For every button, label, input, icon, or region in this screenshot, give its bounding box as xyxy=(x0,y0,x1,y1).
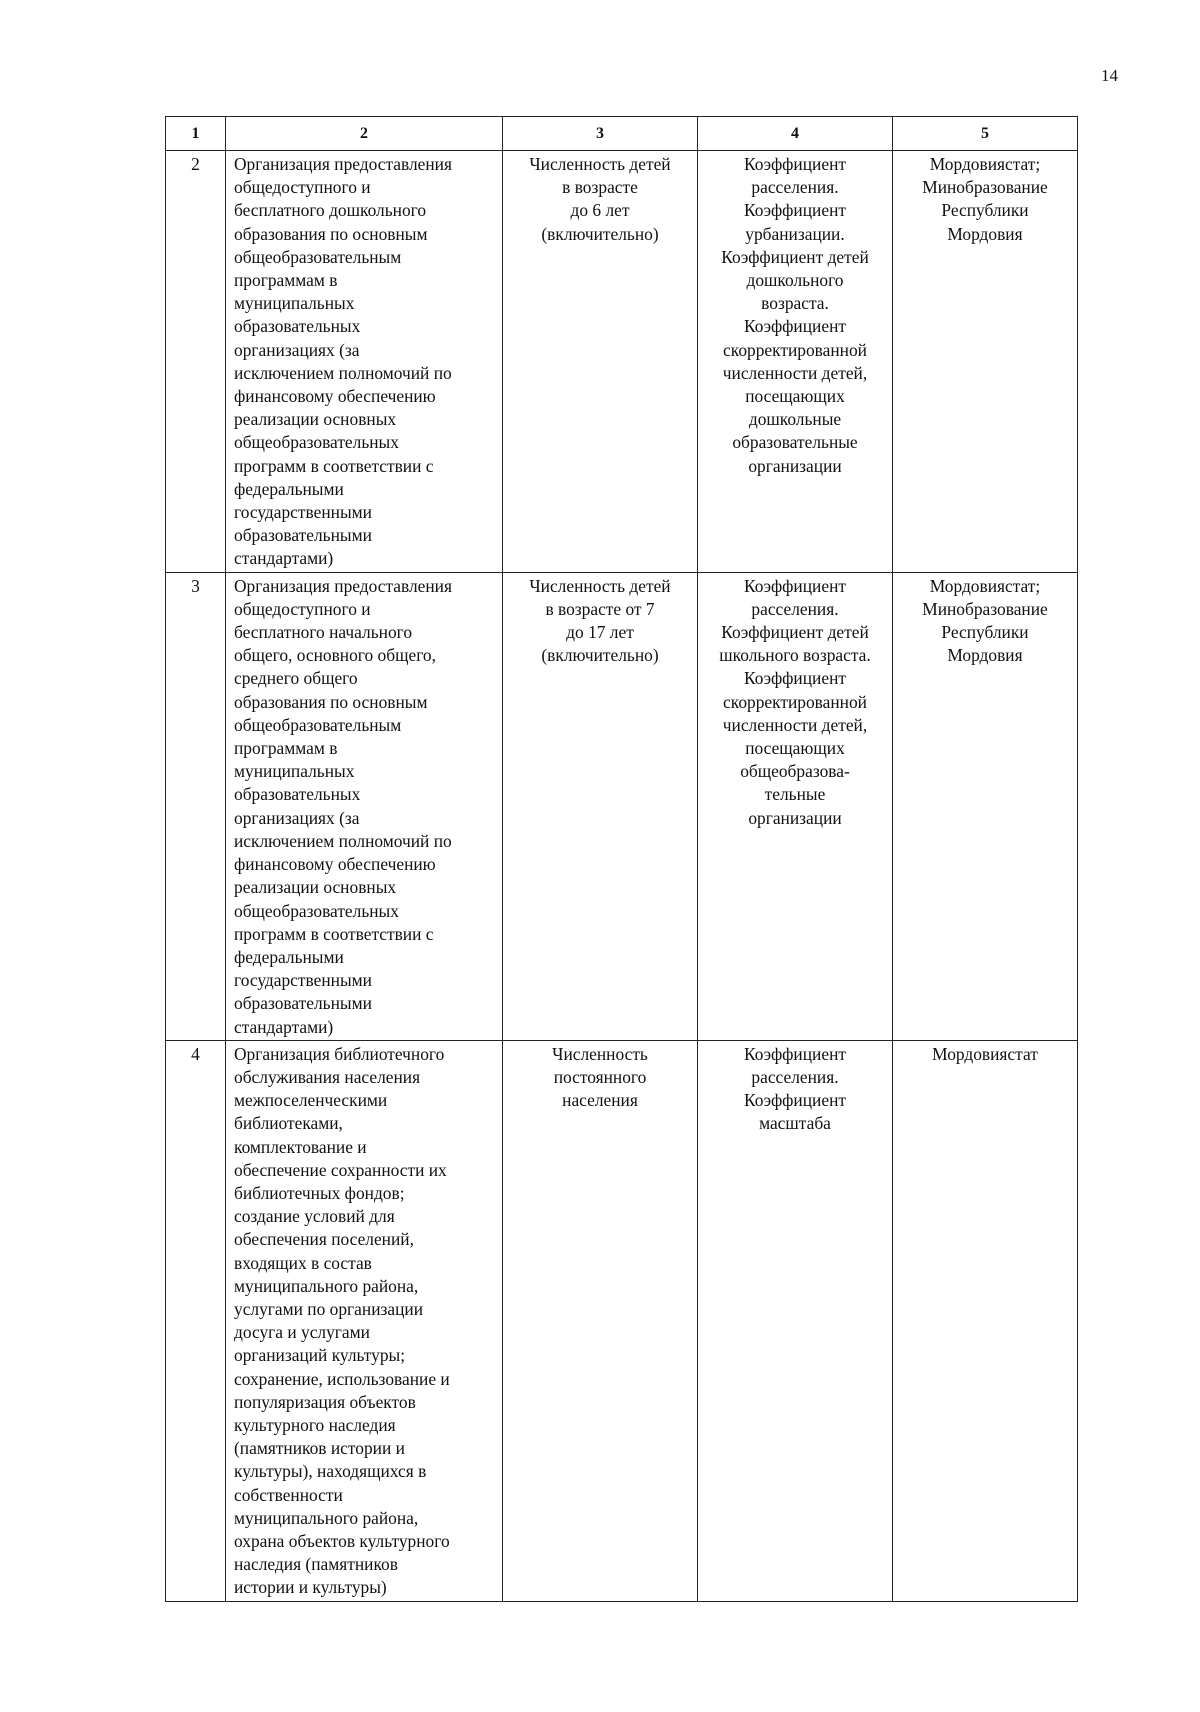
cell-coefficients xyxy=(698,572,893,1040)
cell-text-line: библиотечных фондов; xyxy=(234,1182,405,1203)
cell-text-line: до 17 лет xyxy=(566,622,634,643)
cell-row-number: 3 xyxy=(166,572,226,1040)
cell-text-line: охрана объектов культурного xyxy=(234,1530,450,1551)
cell-coefficients xyxy=(698,1040,893,1601)
cell-text-line: тельные xyxy=(764,784,826,805)
cell-source xyxy=(893,572,1078,1040)
cell-text-line: посещающих xyxy=(745,386,845,407)
cell-text-line: организациях (за xyxy=(234,339,360,360)
cell-text-line: обслуживания населения xyxy=(234,1066,421,1087)
cell-text-line: федеральными xyxy=(234,478,344,499)
cell-text-line: образовательными xyxy=(234,525,372,546)
header-col-2: 2 xyxy=(226,117,503,151)
cell-text-line: Коэффициент xyxy=(744,316,846,337)
table-header-row xyxy=(166,117,1078,151)
cell-text-line: Мордовиястат; xyxy=(929,154,1041,174)
cell-text-line: финансовому обеспечению xyxy=(234,854,436,875)
header-col-5: 5 xyxy=(893,117,1078,151)
cell-text-line: Мордовиястат; xyxy=(929,575,1041,596)
cell-text-line: (памятников истории и xyxy=(234,1438,405,1459)
cell-text-line: муниципального района, xyxy=(234,1507,419,1528)
cell-text-line: скорректированной xyxy=(723,339,867,360)
cell-text-line: образовательных xyxy=(234,316,361,337)
cell-text-line: Республики xyxy=(941,622,1029,643)
cell-text-line: в возрасте от 7 xyxy=(545,598,655,619)
page-number: 14 xyxy=(1101,66,1118,85)
cell-text-line: Численность детей xyxy=(529,154,671,174)
table-row xyxy=(166,572,1078,1040)
cell-text-line: численности детей, xyxy=(722,714,868,735)
cell-text-line: Мордовия xyxy=(947,223,1023,244)
cell-text-line: постоянного xyxy=(553,1066,647,1087)
table-row xyxy=(166,1040,1078,1601)
cell-text-line: исключением полномочий по xyxy=(234,830,452,851)
cell-text-line: Организация предоставления xyxy=(234,575,452,596)
cell-text-line: реализации основных xyxy=(234,409,397,430)
cell-text-line: программ в соответствии с xyxy=(234,455,434,476)
cell-text-line: Коэффициент детей xyxy=(721,246,869,267)
cell-text-line: библиотеками, xyxy=(234,1113,343,1134)
cell-text-line: образовательными xyxy=(234,993,372,1014)
header-col-4: 4 xyxy=(698,117,893,151)
cell-text-line: до 6 лет xyxy=(570,200,630,221)
cell-text-line: государственными xyxy=(234,502,372,523)
cell-text-line: Организация предоставления xyxy=(234,154,452,174)
cell-text-line: дошкольного xyxy=(746,270,844,291)
cell-text-line: общедоступного и xyxy=(234,177,371,198)
cell-text-line: (включительно) xyxy=(541,645,659,666)
cell-text-line: Минобразование xyxy=(922,177,1048,198)
cell-text-line: досуга и услугами xyxy=(234,1322,370,1343)
cell-indicator xyxy=(226,1040,503,1601)
cell-text-line: Численность xyxy=(552,1043,648,1064)
cell-text-line: организациях (за xyxy=(234,807,360,828)
cell-text-line: возраста. xyxy=(761,293,829,314)
header-col-1: 1 xyxy=(166,117,226,151)
cell-text-line: Мордовиястат xyxy=(932,1043,1038,1064)
cell-text-line: культуры), находящихся в xyxy=(234,1461,427,1482)
cell-text-line: (включительно) xyxy=(541,223,659,244)
cell-text-line: в возрасте xyxy=(562,177,638,198)
cell-text-line: населения xyxy=(562,1090,638,1111)
cell-text-line: организации xyxy=(748,807,842,828)
cell-text-line: посещающих xyxy=(745,738,845,759)
cell-text-line: Коэффициент xyxy=(744,575,846,596)
cell-text-line: стандартами) xyxy=(234,1016,334,1037)
cell-text-line: реализации основных xyxy=(234,877,397,898)
cell-text-line: общеобразовательных xyxy=(234,900,399,921)
cell-text-line: истории и культуры) xyxy=(234,1577,387,1598)
cell-population xyxy=(503,1040,698,1601)
cell-text-line: Численность детей xyxy=(529,575,671,596)
cell-text-line: организаций культуры; xyxy=(234,1345,406,1366)
cell-text-line: образования по основным xyxy=(234,691,428,712)
cell-text-line: Республики xyxy=(941,200,1029,221)
cell-text-line: программам в xyxy=(234,270,338,291)
cell-text-line: образовательных xyxy=(234,784,361,805)
cell-text-line: Коэффициент xyxy=(744,154,846,174)
cell-text-line: общеобразова- xyxy=(740,761,850,782)
cell-text-line: Коэффициент xyxy=(744,200,846,221)
cell-text-line: масштаба xyxy=(759,1113,831,1134)
table-row xyxy=(166,151,1078,573)
cell-row-number: 2 xyxy=(166,151,226,573)
cell-text-line: обеспечения поселений, xyxy=(234,1229,414,1250)
cell-text-line: государственными xyxy=(234,970,372,991)
cell-text-line: дошкольные xyxy=(748,409,842,430)
cell-text-line: школьного возраста. xyxy=(719,645,871,666)
cell-text-line: скорректированной xyxy=(723,691,867,712)
cell-source xyxy=(893,151,1078,573)
cell-text-line: входящих в состав xyxy=(234,1252,372,1273)
cell-text-line: расселения. xyxy=(751,1066,839,1087)
cell-source xyxy=(893,1040,1078,1601)
cell-text-line: наследия (памятников xyxy=(234,1554,398,1575)
cell-text-line: общего, основного общего, xyxy=(234,645,436,666)
header-col-3: 3 xyxy=(503,117,698,151)
cell-text-line: бесплатного дошкольного xyxy=(234,200,427,221)
cell-text-line: муниципальных xyxy=(234,293,355,314)
cell-row-number: 4 xyxy=(166,1040,226,1601)
cell-text-line: создание условий для xyxy=(234,1206,395,1227)
cell-text-line: услугами по организации xyxy=(234,1298,424,1319)
cell-text-line: стандартами) xyxy=(234,548,334,569)
cell-text-line: Минобразование xyxy=(922,598,1048,619)
cell-text-line: программ в соответствии с xyxy=(234,923,434,944)
cell-text-line: среднего общего xyxy=(234,668,358,689)
cell-text-line: общеобразовательным xyxy=(234,246,402,267)
cell-text-line: культурного наследия xyxy=(234,1414,396,1435)
cell-indicator xyxy=(226,572,503,1040)
cell-text-line: собственности xyxy=(234,1484,343,1505)
cell-text-line: урбанизации. xyxy=(745,223,845,244)
cell-text-line: образовательные xyxy=(732,432,858,453)
cell-text-line: программам в xyxy=(234,738,338,759)
cell-population xyxy=(503,151,698,573)
cell-text-line: популяризация объектов xyxy=(234,1391,416,1412)
cell-text-line: Коэффициент детей xyxy=(721,622,869,643)
data-table xyxy=(165,116,1078,1602)
cell-text-line: расселения. xyxy=(751,598,839,619)
cell-text-line: бесплатного начального xyxy=(234,622,413,643)
cell-text-line: общедоступного и xyxy=(234,598,371,619)
cell-text-line: исключением полномочий по xyxy=(234,362,452,383)
cell-population xyxy=(503,572,698,1040)
cell-text-line: Коэффициент xyxy=(744,1043,846,1064)
cell-text-line: образования по основным xyxy=(234,223,428,244)
cell-text-line: муниципального района, xyxy=(234,1275,419,1296)
cell-text-line: Коэффициент xyxy=(744,668,846,689)
cell-text-line: Коэффициент xyxy=(744,1090,846,1111)
cell-text-line: общеобразовательных xyxy=(234,432,399,453)
cell-coefficients xyxy=(698,151,893,573)
cell-text-line: комплектование и xyxy=(234,1136,367,1157)
cell-text-line: финансовому обеспечению xyxy=(234,386,436,407)
cell-text-line: организации xyxy=(748,455,842,476)
cell-text-line: муниципальных xyxy=(234,761,355,782)
cell-text-line: расселения. xyxy=(751,177,839,198)
cell-text-line: Мордовия xyxy=(947,645,1023,666)
cell-text-line: федеральными xyxy=(234,946,344,967)
cell-indicator xyxy=(226,151,503,573)
cell-text-line: общеобразовательным xyxy=(234,714,402,735)
cell-text-line: сохранение, использование и xyxy=(234,1368,450,1389)
cell-text-line: Организация библиотечного xyxy=(234,1043,445,1064)
cell-text-line: межпоселенческими xyxy=(234,1090,388,1111)
cell-text-line: обеспечение сохранности их xyxy=(234,1159,447,1180)
cell-text-line: численности детей, xyxy=(722,362,868,383)
